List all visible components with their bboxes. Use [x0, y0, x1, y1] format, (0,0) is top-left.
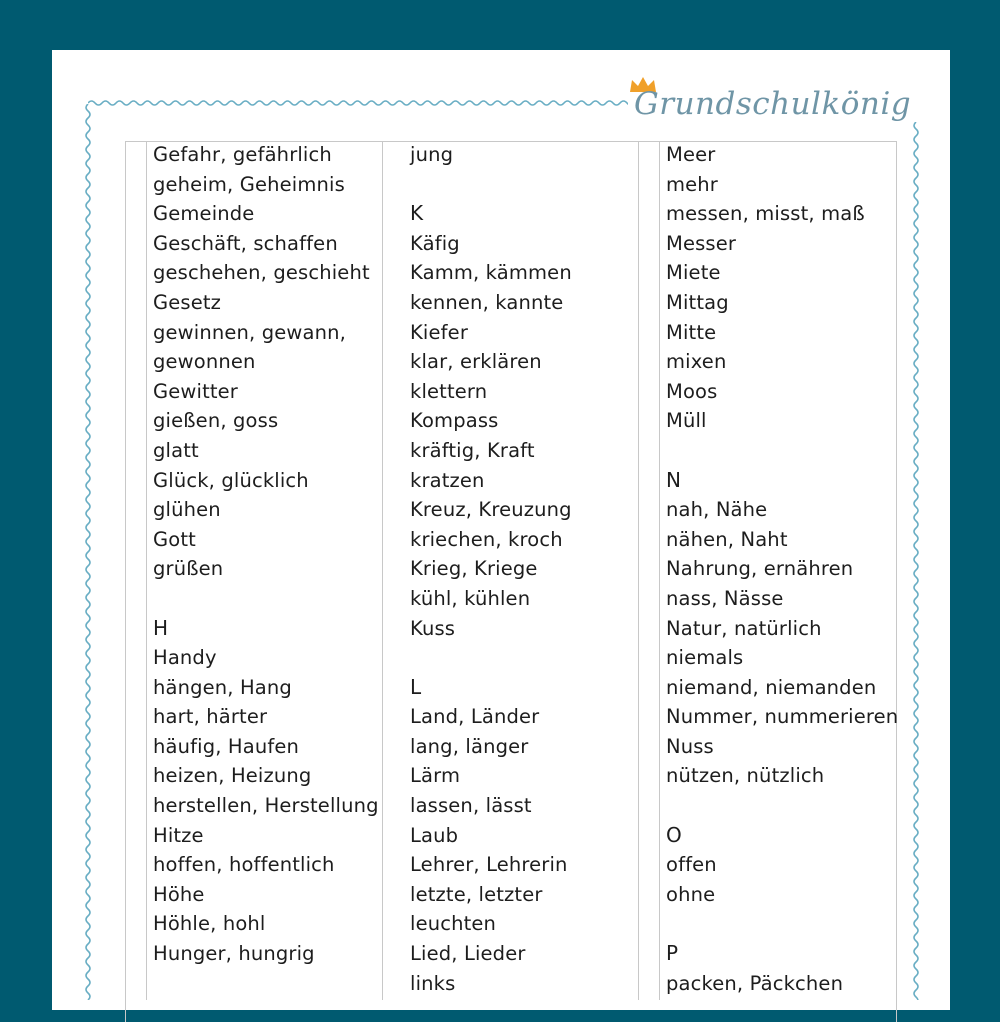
- wavy-border-left: [82, 104, 94, 1000]
- blank-spacer: [666, 791, 898, 821]
- word-entry: Lärm: [410, 764, 461, 788]
- word-entry: nähen, Naht: [666, 527, 788, 551]
- word-entry: nass, Nässe: [666, 586, 784, 610]
- word-entry: nah, Nähe: [666, 498, 768, 522]
- word-entry: geheim, Geheimnis: [153, 172, 345, 196]
- word-entry: Laub: [410, 823, 459, 847]
- word-entry: messen, misst, maß: [666, 202, 865, 226]
- word-entry: kriechen, kroch: [410, 527, 563, 551]
- word-column-j-l: [410, 140, 572, 998]
- word-entry: Land, Länder: [410, 705, 540, 729]
- word-entry: leuchten: [410, 912, 497, 936]
- word-entry: heizen, Heizung: [153, 764, 312, 788]
- brand-name: Grundschulkönig: [634, 86, 912, 122]
- word-entry: Krieg, Kriege: [410, 557, 538, 581]
- word-entry: Messer: [666, 231, 737, 255]
- word-entry: Gefahr, gefährlich: [153, 143, 332, 166]
- word-entry: ohne: [666, 882, 716, 906]
- word-entry: Mitte: [666, 320, 717, 344]
- word-entry: glühen: [153, 498, 221, 522]
- word-entry: hoffen, hoffentlich: [153, 853, 335, 877]
- section-letter: P: [666, 941, 679, 966]
- word-entry: Nahrung, ernähren: [666, 557, 854, 581]
- word-entry: Müll: [666, 409, 707, 433]
- word-entry: mixen: [666, 350, 727, 374]
- wavy-border-top: [88, 96, 628, 110]
- word-entry: kühl, kühlen: [410, 586, 531, 610]
- blank-spacer: [153, 584, 379, 614]
- column-divider: [382, 141, 383, 1000]
- word-column-g-h: [153, 140, 379, 969]
- word-entry: Kuss: [410, 616, 456, 640]
- column-rule: [146, 141, 147, 1000]
- word-entry: Mittag: [666, 290, 729, 314]
- word-entry: offen: [666, 853, 717, 877]
- word-entry: Miete: [666, 261, 721, 285]
- word-entry: glatt: [153, 438, 199, 462]
- word-entry: links: [410, 971, 456, 995]
- word-entry: kratzen: [410, 468, 485, 492]
- word-entry: Gemeinde: [153, 202, 255, 226]
- word-entry: Gott: [153, 527, 196, 551]
- section-letter: O: [666, 822, 682, 847]
- word-entry: Höhle, hohl: [153, 912, 266, 936]
- word-entry: Natur, natürlich: [666, 616, 822, 640]
- section-letter: K: [410, 201, 424, 226]
- word-entry: kennen, kannte: [410, 290, 564, 314]
- word-entry: Lied, Lieder: [410, 942, 526, 966]
- word-entry: Lehrer, Lehrerin: [410, 853, 568, 877]
- word-entry: kräftig, Kraft: [410, 438, 535, 462]
- word-entry: lassen, lässt: [410, 794, 532, 818]
- word-entry: Meer: [666, 143, 716, 166]
- blank-spacer: [666, 436, 898, 466]
- word-entry: Kamm, kämmen: [410, 261, 572, 285]
- word-entry: Höhe: [153, 882, 205, 906]
- word-entry: packen, Päckchen: [666, 971, 844, 995]
- word-entry: hart, härter: [153, 705, 268, 729]
- word-entry: Gesetz: [153, 290, 222, 314]
- blank-spacer: [410, 643, 572, 673]
- section-letter: N: [666, 467, 682, 492]
- word-entry: gießen, goss: [153, 409, 279, 433]
- word-entry: mehr: [666, 172, 718, 196]
- word-entry: Kreuz, Kreuzung: [410, 498, 572, 522]
- blank-spacer: [666, 909, 898, 939]
- word-entry: jung: [410, 143, 454, 166]
- word-entry: Gewitter: [153, 379, 238, 403]
- word-entry: häufig, Haufen: [153, 734, 300, 758]
- word-entry: lang, länger: [410, 734, 529, 758]
- word-entry: hängen, Hang: [153, 675, 292, 699]
- wavy-border-right: [910, 122, 922, 1000]
- word-entry: Glück, glücklich: [153, 468, 309, 492]
- word-entry: Moos: [666, 379, 718, 403]
- word-entry: gewinnen, gewann,: [153, 320, 346, 344]
- blank-spacer: [410, 170, 572, 200]
- word-entry: niemals: [666, 646, 744, 670]
- word-entry: klettern: [410, 379, 488, 403]
- brand-logo: [630, 76, 930, 132]
- word-entry: klar, erklären: [410, 350, 542, 374]
- word-entry: Nummer, nummerieren: [666, 705, 899, 729]
- word-entry: herstellen, Herstellung: [153, 794, 379, 818]
- section-letter: L: [410, 674, 422, 699]
- word-entry: Nuss: [666, 734, 714, 758]
- word-entry: Handy: [153, 646, 217, 670]
- word-entry: gewonnen: [153, 350, 256, 374]
- word-entry: Käfig: [410, 231, 460, 255]
- word-entry: Hunger, hungrig: [153, 942, 315, 966]
- word-entry: Hitze: [153, 823, 204, 847]
- word-entry: letzte, letzter: [410, 882, 543, 906]
- word-entry: Kiefer: [410, 320, 468, 344]
- word-entry: grüßen: [153, 557, 224, 581]
- word-entry: niemand, niemanden: [666, 675, 877, 699]
- word-entry: nützen, nützlich: [666, 764, 825, 788]
- section-letter: H: [153, 615, 169, 640]
- column-divider: [638, 141, 639, 1000]
- word-entry: geschehen, geschieht: [153, 261, 370, 285]
- word-entry: Geschäft, schaffen: [153, 231, 338, 255]
- word-entry: Kompass: [410, 409, 499, 433]
- word-column-m-p: [666, 140, 898, 998]
- column-rule: [659, 141, 660, 1000]
